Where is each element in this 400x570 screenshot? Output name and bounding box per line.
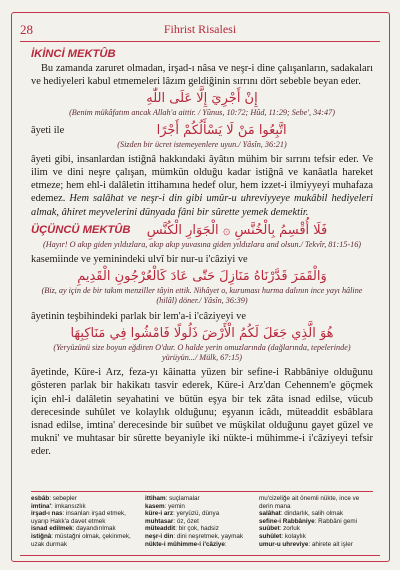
glossary [31, 495, 373, 548]
glossary-entry: mu'cizeliğe ait önemli nükte, ince ve [259, 495, 360, 502]
glossary-column-1 [31, 495, 145, 548]
glossary-entry: umur-u uhreviye: ahirete ait işler [259, 540, 353, 548]
arabic-verse-4: وَالْقَمَرَ قَدَّرْنَاهُ مَنَازِلَ حَتّٰى عَادَ كَالْعُرْجُونِ الْقَدِيمِ [77, 269, 327, 285]
arabic-verse-5: هُوَ الَّذِي جَعَلَ لَكُمُ الْأَرْضَ ذَلُولًا فَامْشُوا فِي مَنَاكِبِهَا [70, 325, 334, 341]
header-divider [20, 41, 380, 42]
page-number: 28 [20, 22, 33, 37]
glossary-divider [31, 491, 373, 492]
page-header [20, 22, 380, 40]
arabic-verse-3: فَلَا أُقْسِمُ بِالْخُنَّسِ ۞ الْجَوَارِ الْكُنَّسِ [146, 222, 328, 238]
verse-translation-4: (Biz, ay için de bir takım menziller tâyin ettik. Nihâyet o, kuruması hurma dalının ince yayı hâline (hilâl) döner./ Yâsîn, 36:39) [41, 286, 363, 306]
ikinci-p2-italic: Hem salâhat ve neşr-i din gibi umûr-u uhreviyyeye mukâbil hediyeleri almak, âhiret meyvelerini dünyada fâni bir sûrette yemek demektir. [31, 193, 374, 218]
kasem-line: kasemiinde ve yeminindeki ulvî bir nur-u i'câziyi ve [31, 254, 248, 266]
ikinci-paragraph-2 [31, 153, 373, 219]
glossary-entry: nükte-i mühimme-i i'câziye: [145, 540, 227, 548]
glossary-column-3 [259, 495, 373, 548]
glossary-entry: isnad edilmek: dayandırılmak [31, 525, 116, 533]
glossary-entry: salâhat: dindarlık, salih olmak [259, 510, 343, 518]
running-head: Fihrist Risalesi [163, 22, 237, 36]
glossary-column-2 [145, 495, 259, 548]
verse-translation-3: (Hayır! O akıp giden yıldızlara, akıp akıp yuvasına giden yıldızlara and olsun./ Tekvîr, 81:15-16) [42, 239, 362, 249]
verse-translation-1: (Benim mükâfatım ancak Allah'a aittir. / Yûnus, 10:72; Hûd, 11:29; Sebe', 34:47) [69, 108, 335, 118]
glossary-entry: muhtasar: öz, özet [145, 517, 199, 525]
glossary-entry: müteaddit: bir çok, hadsiz [145, 525, 219, 533]
verse-translation-2: (Sizden bir ücret istemeyenlere uyun./ Yâsîn, 36:21) [117, 139, 287, 149]
glossary-entry: suhûlet: kolaylık [259, 532, 306, 540]
arabic-verse-1: إِنْ أَجْرِيَ إِلَّا عَلَى اللّٰهِ [146, 91, 258, 107]
glossary-entry: uzak durmak [31, 540, 68, 548]
ucuncu-paragraph: âyetinde, Küre-i Arz, feza-yı kâinatta yüzen bir sefine-i Rabbâniye olduğunu gösteren parlak bir hakikatı tasvir ederek, Küre-i Arz'dan Cehennem'e göçmek için ehl-i dalâletin seyahatini ve bütün eşya bir tek zâta isnad edilse, vücub derecesinde suhûlet ve kolaylık olduğunu; eşyanın icâdı, müteaddit esbâblara isnad edilse, imtina' derecesinde bir suûbet ve müşkilat olduğunu gayet güzel ve mukni' ve muhtasar bir sûrette beyaniyle iki nükte-i mühimme-i i'câziyeyi tefsir eder. [31, 367, 373, 458]
verse-line-2 [31, 122, 373, 139]
ayet-ile-label: âyeti ile [31, 124, 65, 136]
arabic-verse-2: اتَّبِعُوا مَنْ لَا يَسْأَلُكُمْ أَجْرًا [156, 122, 287, 138]
ikinci-paragraph-1: Bu zamanda zaruret olmadan, irşad-ı nâsa ve neşr-i dine çalışanların, sadakaları ve hediyeleri kabul etmemeleri lâzım geldiğinin sırrını dört sebeble beyan eder. [31, 63, 373, 88]
glossary-entry: irşad-ı nas: insanları irşad etmek, [31, 510, 126, 518]
bottom-divider [20, 555, 380, 556]
main-text [31, 46, 373, 459]
glossary-entry: suûbet: zorluk [259, 525, 300, 533]
section-title-ikinci: İKİNCİ MEKTÛB [31, 48, 116, 60]
glossary-entry: ittiham: suçlamalar [145, 495, 200, 502]
glossary-entry: uyarıp Hakk'a davet etmek [31, 517, 106, 525]
glossary-entry: küre-i arz: yeryüzü, dünya [145, 510, 220, 518]
section-title-ucuncu: ÜÇÜNCÜ MEKTÛB [31, 223, 131, 236]
glossary-entry: neşr-i din: dini neşretmek, yaymak [145, 532, 243, 540]
glossary-entry: derin mana [259, 502, 291, 510]
glossary-entry: kasem: yemin [145, 502, 185, 510]
glossary-entry: istiğnâ: müstağni olmak, çekinmek, [31, 532, 131, 540]
glossary-entry: imtina': imkansızlık [31, 502, 86, 510]
ikinci-p2-normal: âyeti gibi, insanlardan istiğnâ hakkındaki âyâtın mühim bir sırrını tefsir eder. Ve ilim ve dini neşre çalışan, mümkün olduğu kadar istiğnâ ve kanâatla hareket etmeze; hem ehl-i dalâletin ittihamına hedef olur, hem izzet-i ilmiyyeyi muhafaza edemez. [31, 153, 373, 205]
glossary-entry: esbâb: sebepler [31, 495, 77, 502]
ayet-teshib-line: âyetinin teşbihindeki parlak bir lem'a-i i'câziyeyi ve [31, 310, 246, 322]
verse-translation-5: (Yeryüzünü size boyun eğdiren O'dur. O halde yerin omuzlarında (dağlarında, tepelerinde) yürüyün.../ Mülk, 67:15) [53, 342, 351, 363]
glossary-entry: sefine-i Rabbâniye: Rabbâni gemi [259, 517, 357, 525]
